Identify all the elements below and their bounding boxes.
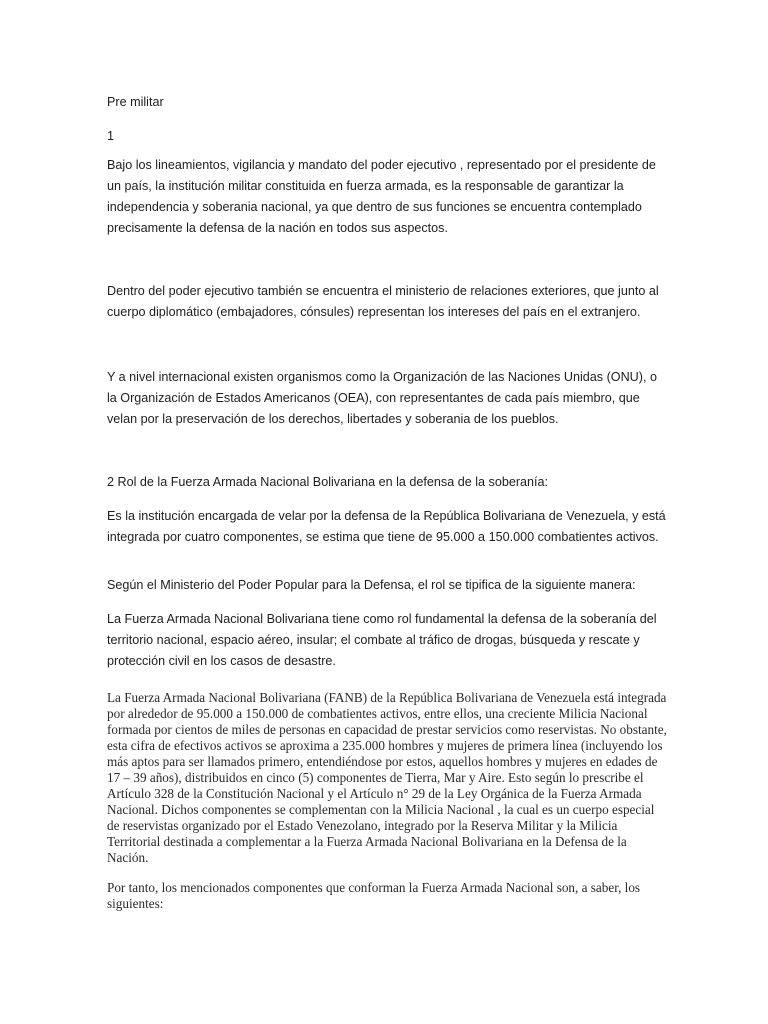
paragraph: Según el Ministerio del Poder Popular para la Defensa, el rol se tipifica de la siguiente manera: [107, 578, 636, 592]
document-title: Pre militar [107, 95, 164, 109]
section-heading: 2 Rol de la Fuerza Armada Nacional Bolivariana en la defensa de la soberanía: [107, 475, 549, 489]
serif-paragraph: Por tanto, los mencionados componentes que conforman la Fuerza Armada Nacional son, a saber, los siguientes: [107, 880, 641, 911]
section-number: 1 [107, 129, 115, 143]
paragraph: La Fuerza Armada Nacional Bolivariana tiene como rol fundamental la defensa de la soberanía del territorio nacional, espacio aéreo, insular; el combate al tráfico de drogas, búsqueda y rescate y protección civil en los casos de desastre. [107, 612, 657, 668]
serif-paragraph: La Fuerza Armada Nacional Bolivariana (FANB) de la República Bolivariana de Venezuela está integrada por alrededor de 95.000 a 150.000 de combatientes activos, entre ellos, una creciente Milicia Nacional formada por cientos de miles de personas en capacidad de prestar servicios como reservistas. No obstante, esta cifra de efectivos activos se aproxima a 235.000 hombres y mujeres de primera línea (incluyendo los más aptos para ser llamados primero, entendiéndose por estos, aquellos hombres y mujeres en edades de 17 – 39 años), distribuidos en cinco (5) componentes de Tierra, Mar y Aire. Esto según lo prescribe el Artículo 328 de la Constitución Nacional y el Artículo n° 29 de la Ley Orgánica de la Fuerza Armada Nacional. Dichos componentes se complementan con la Milicia Nacional , la cual es un cuerpo especial de reservistas organizado por el Estado Venezolano, integrado por la Reserva Militar y la Milicia Territorial destinada a complementar a la Fuerza Armada Nacional Bolivariana en la Defensa de la Nación. [107, 690, 667, 865]
paragraph: Es la institución encargada de velar por la defensa de la República Bolivariana de Venezuela, y está integrada por cuatro componentes, se estima que tiene de 95.000 a 150.000 combatientes activos. [107, 509, 666, 544]
paragraph: Dentro del poder ejecutivo también se encuentra el ministerio de relaciones exteriores, que junto al cuerpo diplomático (embajadores, cónsules) representan los intereses del país en el extranjero. [107, 284, 659, 319]
paragraph: Y a nivel internacional existen organismos como la Organización de las Naciones Unidas (ONU), o la Organización de Estados Americanos (OEA), con representantes de cada país miembro, que velan por la preservación de los derechos, libertades y soberania de los pueblos. [107, 370, 657, 426]
paragraph: Bajo los lineamientos, vigilancia y mandato del poder ejecutivo , representado por el presidente de un país, la institución militar constituida en fuerza armada, es la responsable de garantizar la independencia y soberania nacional, ya que dentro de sus funciones se encuentra contemplado precisamente la defensa de la nación en todos sus aspectos. [107, 158, 656, 235]
